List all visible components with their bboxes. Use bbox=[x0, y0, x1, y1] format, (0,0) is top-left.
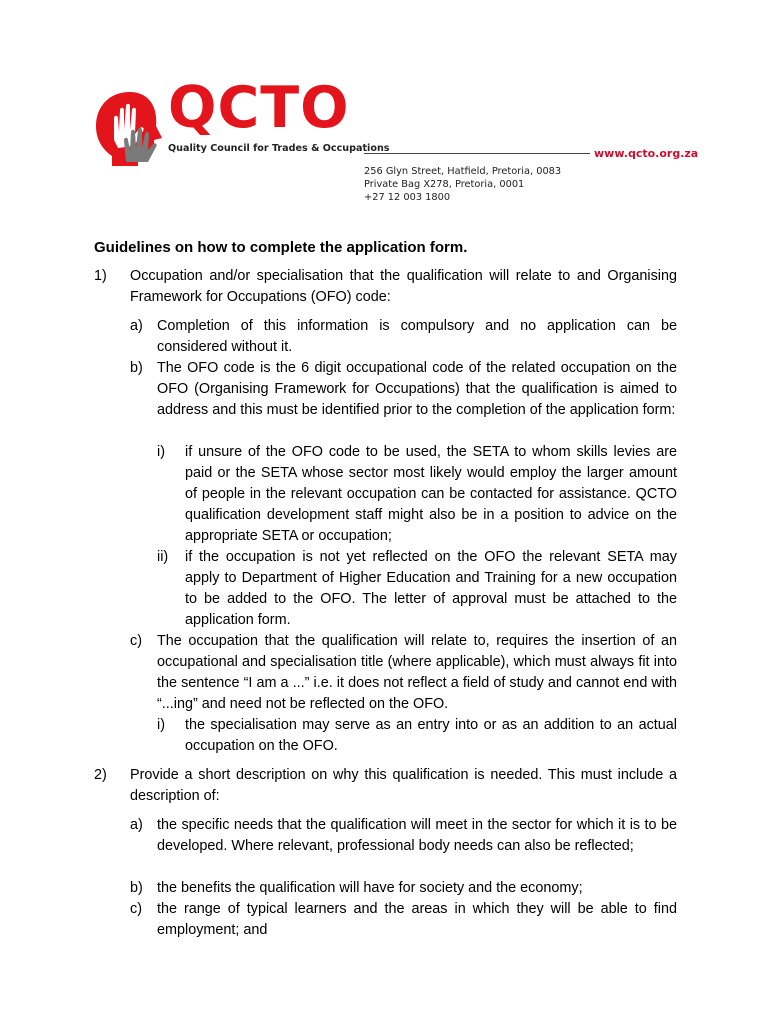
list-item: the benefits the qualification will have for society and the economy; bbox=[157, 880, 583, 896]
hands-logo-icon bbox=[92, 88, 168, 166]
page-title: Guidelines on how to complete the application form. bbox=[94, 239, 468, 256]
list-item: The occupation that the qualification will relate to, requires the insertion of an occupational and specialisation title (where applicable), which must always fit into the sentence “I am a ...” i.e. it does not reflect a field of study and cannot end with “...ing” and need not be reflected on the OFO. bbox=[157, 633, 677, 712]
section-number: 2) bbox=[94, 767, 107, 783]
address-block bbox=[364, 165, 561, 204]
section-text: Occupation and/or specialisation that the qualification will relate to and Organising Framework for Occupations (OFO) code: bbox=[130, 268, 677, 305]
list-label: b) bbox=[130, 880, 143, 896]
address-line: +27 12 003 1800 bbox=[364, 192, 451, 203]
list-label: a) bbox=[130, 817, 143, 833]
list-item: the specific needs that the qualification will meet in the sector for which it is to be developed. Where relevant, professional body needs can also be reflected; bbox=[157, 817, 677, 854]
list-item: Completion of this information is compulsory and no application can be considered without it. bbox=[157, 318, 677, 355]
address-line: Private Bag X278, Pretoria, 0001 bbox=[364, 179, 525, 190]
list-label: b) bbox=[130, 360, 143, 376]
section-number: 1) bbox=[94, 268, 107, 284]
website-link[interactable]: www.qcto.org.za bbox=[594, 147, 699, 160]
list-label: a) bbox=[130, 318, 143, 334]
list-item: The OFO code is the 6 digit occupational code of the related occupation on the OFO (Organising Framework for Occupations) that the qualification is aimed to address and this must be identified prior to the completion of the application form: bbox=[157, 360, 677, 418]
header-rule bbox=[364, 153, 590, 154]
list-label: c) bbox=[130, 901, 142, 917]
logo-wordmark: QCTO bbox=[168, 75, 350, 141]
section-text: Provide a short description on why this qualification is needed. This must include a description of: bbox=[130, 767, 677, 804]
sublist-label: ii) bbox=[157, 549, 169, 565]
sublist-label: i) bbox=[157, 717, 165, 733]
sublist-label: i) bbox=[157, 444, 165, 460]
logo-tagline: Quality Council for Trades & Occupations bbox=[168, 143, 390, 154]
address-line: 256 Glyn Street, Hatfield, Pretoria, 0083 bbox=[364, 166, 562, 177]
sublist-item: if the occupation is not yet reflected on the OFO the relevant SETA may apply to Department of Higher Education and Training for a new occupation to be added to the OFO. The letter of approval must be attached to the application form. bbox=[185, 549, 677, 628]
list-item: the range of typical learners and the areas in which they will be able to find employment; and bbox=[157, 901, 677, 938]
sublist-item: the specialisation may serve as an entry into or as an addition to an actual occupation on the OFO. bbox=[185, 717, 677, 754]
sublist-item: if unsure of the OFO code to be used, the SETA to whom skills levies are paid or the SETA whose sector most likely would employ the larger amount of people in the relevant occupation can be contacted for assistance. QCTO qualification development staff might also be in a position to advice on the appropriate SETA or occupation; bbox=[185, 444, 677, 544]
list-label: c) bbox=[130, 633, 142, 649]
